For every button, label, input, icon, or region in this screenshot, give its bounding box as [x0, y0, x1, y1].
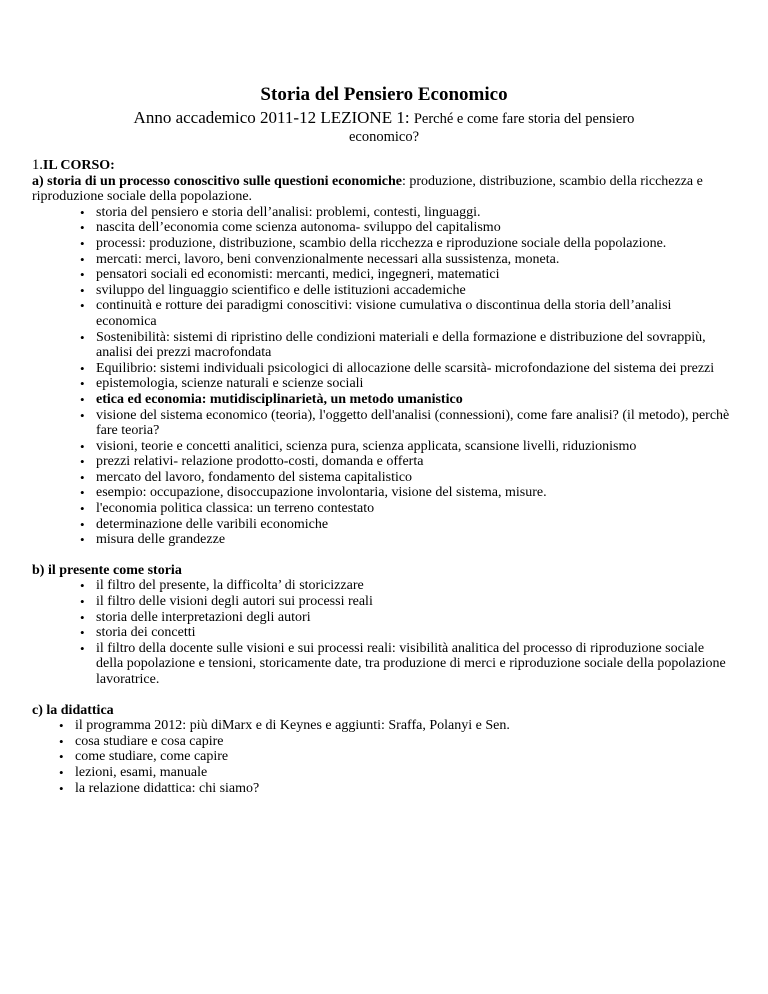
- list-item: [32, 439, 732, 455]
- list-item-text: il filtro della docente sulle visioni e sui processi reali: visibilità analitica del processo di riproduzione sociale della popolazione e tensioni, storicamente date, tra produzione di merci e riproduzione sociale della popolazione lavoratrice.: [96, 640, 726, 687]
- list-item-text: pensatori sociali ed economisti: mercanti, medici, ingegneri, matematici: [96, 267, 500, 283]
- bullet-icon: •: [80, 485, 85, 501]
- list-item: [32, 485, 732, 501]
- subtitle-small: Perché e come fare storia del pensiero: [413, 111, 635, 127]
- list-item: [32, 252, 732, 268]
- list-item-text: determinazione delle varibili economiche: [96, 516, 329, 532]
- list-item-text: Equilibrio: sistemi individuali psicologici di allocazione delle scarsità- microfondazione del sistema dei prezzi: [96, 360, 715, 376]
- bullet-icon: •: [59, 780, 64, 796]
- bullet-icon: •: [59, 764, 64, 780]
- list-item-text: la relazione didattica: chi siamo?: [75, 780, 260, 796]
- subsection-b-list: [32, 578, 732, 687]
- bullet-icon: •: [80, 204, 85, 220]
- bullet-icon: •: [80, 298, 85, 314]
- list-item-text: lezioni, esami, manuale: [75, 764, 208, 780]
- bullet-icon: •: [80, 578, 85, 594]
- list-item: [32, 641, 732, 688]
- list-item-text: misura delle grandezze: [96, 532, 226, 548]
- document-subtitle-line2: economico?: [348, 129, 420, 145]
- section-title: IL CORSO:: [42, 158, 115, 173]
- list-item: [32, 749, 732, 765]
- bullet-icon: •: [80, 267, 85, 283]
- list-item: [32, 267, 732, 283]
- list-item-text: prezzi relativi- relazione prodotto-costi, domanda e offerta: [96, 454, 424, 470]
- list-item-text: mercati: merci, lavoro, beni convenzionalmente necessari alla sussistenza, moneta.: [96, 251, 560, 267]
- list-item: [32, 454, 732, 470]
- subsection-a-heading: a) storia di un processo conoscitivo sulle questioni economiche: [32, 173, 402, 189]
- subsection-c-list: [32, 718, 732, 796]
- list-item: [32, 298, 732, 329]
- bullet-icon: •: [80, 501, 85, 517]
- list-item: [32, 781, 732, 797]
- list-item: [32, 532, 732, 548]
- list-item-text: storia delle interpretazioni degli autori: [96, 609, 311, 625]
- list-item-text: visione del sistema economico (teoria), l'oggetto dell'analisi (connessioni), come fare analisi? (il metodo), perchè fare teoria?: [96, 407, 730, 439]
- list-item: [32, 501, 732, 517]
- bullet-icon: •: [80, 282, 85, 298]
- list-item: [32, 765, 732, 781]
- list-item-text: storia del pensiero e storia dell’analisi: problemi, contesti, linguaggi.: [96, 204, 481, 220]
- list-item-text: Sostenibilità: sistemi di ripristino delle condizioni materiali e della formazione e distribuzione del sovrappiù, analisi dei prezzi macrofondata: [96, 329, 706, 361]
- bullet-icon: •: [80, 640, 85, 656]
- bullet-icon: •: [80, 625, 85, 641]
- list-item: [32, 205, 732, 221]
- bullet-icon: •: [80, 376, 85, 392]
- list-item-text: il filtro del presente, la difficolta’ di storicizzare: [96, 578, 364, 594]
- list-item: [32, 408, 732, 439]
- document-subtitle: [0, 108, 768, 129]
- subtitle-main: Anno accademico 2011-12 LEZIONE 1:: [133, 108, 410, 127]
- list-item-text: esempio: occupazione, disoccupazione involontaria, visione del sistema, misure.: [96, 485, 547, 501]
- list-item-text: sviluppo del linguaggio scientifico e delle istituzioni accademiche: [96, 282, 466, 298]
- list-item-text: nascita dell’economia come scienza autonoma- sviluppo del capitalismo: [96, 220, 501, 236]
- list-item: [32, 718, 732, 734]
- list-item-text: storia dei concetti: [96, 625, 196, 641]
- section-heading: [32, 158, 732, 174]
- list-item: [32, 361, 732, 377]
- list-item-text: cosa studiare e cosa capire: [75, 733, 224, 749]
- list-item: [32, 734, 732, 750]
- list-item-text: etica ed economia: mutidisciplinarietà, un metodo umanistico: [96, 391, 463, 407]
- list-item-text: il programma 2012: più diMarx e di Keynes e aggiunti: Sraffa, Polanyi e Sen.: [75, 718, 510, 734]
- bullet-icon: •: [80, 454, 85, 470]
- bullet-icon: •: [80, 235, 85, 251]
- bullet-icon: •: [80, 609, 85, 625]
- list-item: [32, 236, 732, 252]
- bullet-icon: •: [59, 733, 64, 749]
- list-item-text: come studiare, come capire: [75, 749, 229, 765]
- list-item: [32, 330, 732, 361]
- document-title: Storia del Pensiero Economico: [260, 84, 508, 105]
- list-item: [32, 376, 732, 392]
- list-item: [32, 578, 732, 594]
- section-number: 1.: [32, 157, 43, 173]
- bullet-icon: •: [80, 220, 85, 236]
- list-item-text: il filtro delle visioni degli autori sui processi reali: [96, 594, 373, 610]
- bullet-icon: •: [59, 749, 64, 765]
- list-item: [32, 220, 732, 236]
- subsection-a-list: [32, 205, 732, 548]
- list-item: [32, 517, 732, 533]
- list-item-text: l'economia politica classica: un terreno contestato: [96, 501, 375, 517]
- subsection-c-heading: c) la didattica: [32, 702, 114, 718]
- list-item: [32, 610, 732, 626]
- bullet-icon: •: [80, 329, 85, 345]
- list-item-text: epistemologia, scienze naturali e scienze sociali: [96, 376, 364, 392]
- bullet-icon: •: [80, 438, 85, 454]
- bullet-icon: •: [80, 532, 85, 548]
- bullet-icon: •: [80, 407, 85, 423]
- list-item: [32, 283, 732, 299]
- list-item-text: processi: produzione, distribuzione, scambio della ricchezza e riproduzione sociale della popolazione.: [96, 235, 667, 251]
- list-item: [32, 470, 732, 486]
- bullet-icon: •: [80, 360, 85, 376]
- subsection-a-intro: [32, 174, 732, 205]
- list-item: [32, 392, 732, 408]
- bullet-icon: •: [80, 251, 85, 267]
- subsection-a-text: : produzione, distribuzione, scambio della ricchezza e riproduzione sociale della popolazione.: [32, 173, 703, 205]
- bullet-icon: •: [80, 391, 85, 407]
- bullet-icon: •: [80, 594, 85, 610]
- list-item: [32, 594, 732, 610]
- list-item: [32, 625, 732, 641]
- list-item-text: mercato del lavoro, fondamento del sistema capitalistico: [96, 469, 413, 485]
- list-item-text: visioni, teorie e concetti analitici, scienza pura, scienza applicata, scansione livelli, riduzionismo: [96, 438, 637, 454]
- bullet-icon: •: [59, 718, 64, 734]
- document-body: [32, 158, 732, 796]
- subsection-b-heading: b) il presente come storia: [32, 562, 182, 578]
- bullet-icon: •: [80, 516, 85, 532]
- list-item-text: continuità e rotture dei paradigmi conoscitivi: visione cumulativa o discontinua della storia dell’analisi economica: [96, 298, 672, 329]
- bullet-icon: •: [80, 469, 85, 485]
